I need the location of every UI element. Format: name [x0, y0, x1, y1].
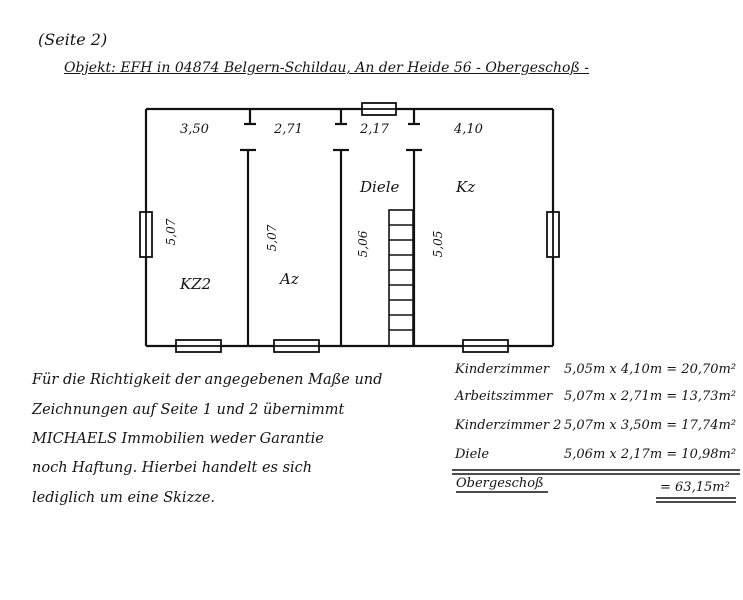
width-label-diele: 2,17	[360, 122, 389, 137]
area-calc-kinderzimmer: 5,05m x 4,10m = 20,70m²	[564, 362, 737, 377]
disclaimer-line-4: noch Haftung. Hierbei handelt es sich	[32, 460, 313, 476]
stairs	[389, 210, 413, 346]
page-number: (Seite 2)	[38, 30, 108, 49]
disclaimer-line-1: Für die Richtigkeit der angegebenen Maße und	[32, 372, 383, 388]
width-label-kz: 4,10	[454, 122, 483, 137]
room-label-kz: Kz	[456, 178, 476, 196]
area-name-obergeschoss: Obergeschoß	[456, 476, 544, 491]
width-label-az: 2,71	[274, 122, 303, 137]
room-label-az: Az	[280, 270, 299, 288]
room-label-kz2: KZ2	[180, 275, 212, 293]
area-calc-arbeitszimmer: 5,07m x 2,71m = 13,73m²	[564, 389, 737, 404]
area-name-diele: Diele	[455, 447, 490, 462]
area-calc-kinderzimmer2: 5,07m x 3,50m = 17,74m²	[564, 418, 737, 433]
depth-label-diele: 5,06	[356, 230, 370, 258]
depth-label-kz: 5,05	[431, 230, 445, 258]
object-title: Objekt: EFH in 04874 Belgern-Schildau, An der Heide 56 - Obergeschoß -	[64, 60, 589, 76]
disclaimer-line-2: Zeichnungen auf Seite 1 und 2 übernimmt	[32, 402, 345, 418]
disclaimer-line-5: lediglich um eine Skizze.	[32, 490, 216, 506]
depth-label-kz2: 5,07	[164, 218, 178, 246]
area-calc-diele: 5,06m x 2,17m = 10,98m²	[564, 447, 737, 462]
area-total-obergeschoss: = 63,15m²	[660, 480, 730, 495]
area-name-kinderzimmer2: Kinderzimmer 2	[455, 418, 562, 433]
room-label-diele: Diele	[360, 178, 400, 196]
width-label-kz2: 3,50	[180, 122, 209, 137]
area-name-kinderzimmer: Kinderzimmer	[455, 362, 550, 377]
depth-label-az: 5,07	[265, 224, 279, 252]
disclaimer-line-3: MICHAELS Immobilien weder Garantie	[32, 431, 324, 447]
area-name-arbeitszimmer: Arbeitszimmer	[455, 389, 553, 404]
